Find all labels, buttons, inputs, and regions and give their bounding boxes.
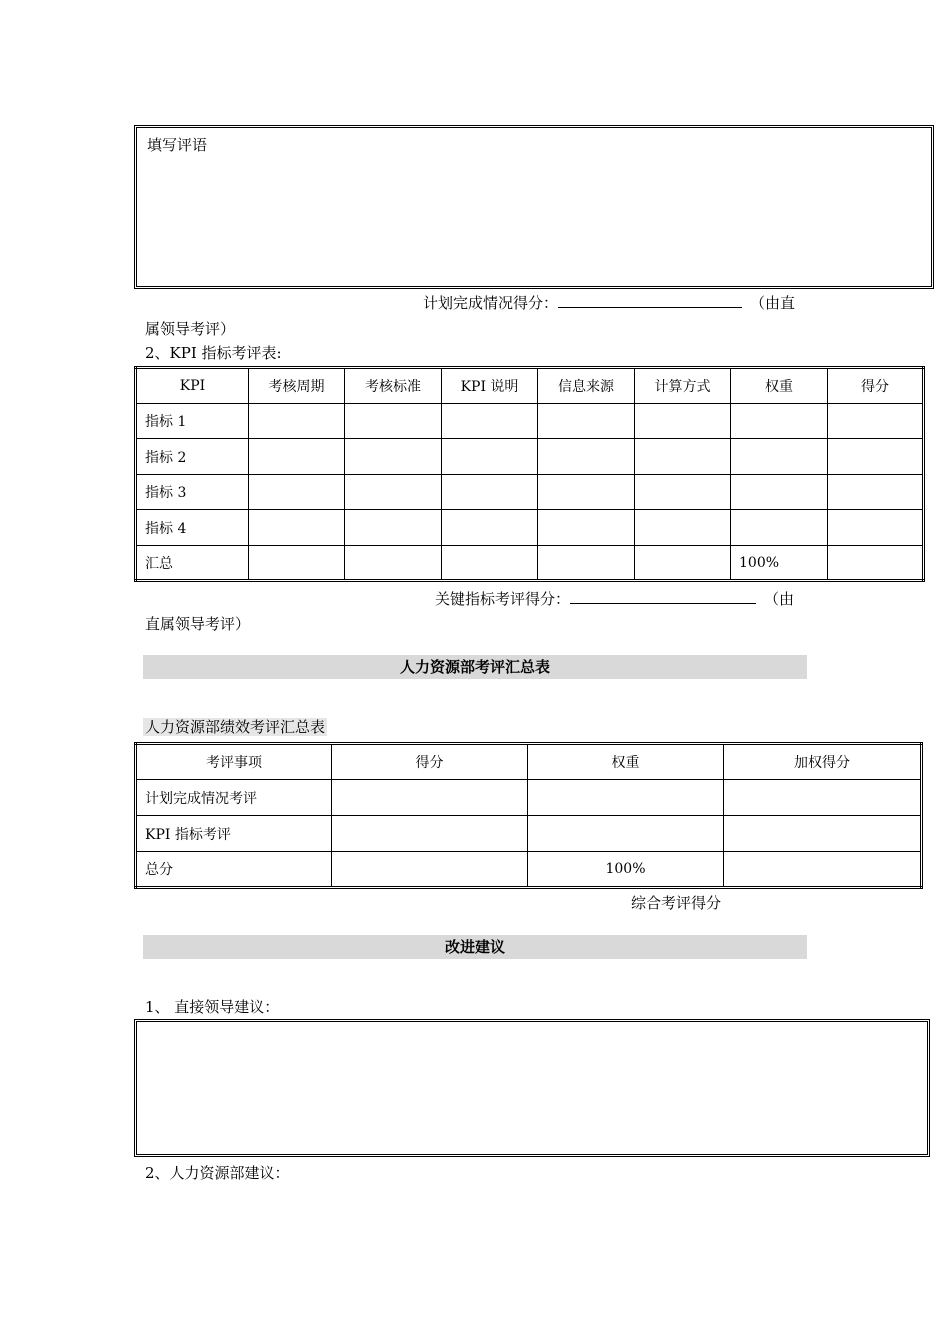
kpi-header-source: 信息来源 bbox=[538, 368, 635, 404]
summary-row-label: 总分 bbox=[136, 852, 332, 888]
table-cell[interactable] bbox=[345, 439, 442, 475]
table-cell[interactable] bbox=[249, 546, 345, 581]
table-cell[interactable] bbox=[828, 546, 924, 581]
kpi-header-standard: 考核标准 bbox=[345, 368, 442, 404]
table-cell[interactable] bbox=[538, 546, 635, 581]
plan-score-suffix: （由直 bbox=[750, 294, 796, 312]
kpi-score-field[interactable] bbox=[570, 589, 756, 604]
table-cell[interactable] bbox=[538, 439, 635, 475]
kpi-header-method: 计算方式 bbox=[635, 368, 731, 404]
kpi-total-weight: 100% bbox=[731, 546, 828, 581]
table-row bbox=[136, 780, 922, 816]
table-cell[interactable] bbox=[828, 439, 924, 475]
table-cell[interactable] bbox=[731, 404, 828, 439]
table-cell[interactable] bbox=[345, 404, 442, 439]
table-cell[interactable] bbox=[249, 404, 345, 439]
table-row bbox=[136, 404, 924, 439]
table-row bbox=[136, 816, 922, 852]
kpi-row-label: 指标 4 bbox=[136, 510, 249, 546]
summary-header-score: 得分 bbox=[332, 744, 528, 780]
table-row bbox=[136, 510, 924, 546]
leader-suggestion-box[interactable] bbox=[134, 1019, 930, 1157]
summary-header-weighted-score: 加权得分 bbox=[724, 744, 922, 780]
kpi-header-kpi: KPI bbox=[136, 368, 249, 404]
plan-score-continuation: 属领导考评） bbox=[145, 320, 236, 338]
kpi-score-suffix: （由 bbox=[764, 590, 795, 608]
summary-row-label: 计划完成情况考评 bbox=[136, 780, 332, 816]
summary-row-label: KPI 指标考评 bbox=[136, 816, 332, 852]
table-cell[interactable] bbox=[538, 475, 635, 510]
table-cell[interactable] bbox=[731, 439, 828, 475]
summary-table-header-row bbox=[136, 744, 922, 780]
table-cell[interactable] bbox=[731, 475, 828, 510]
kpi-table-header-row bbox=[136, 368, 924, 404]
table-cell[interactable] bbox=[538, 510, 635, 546]
table-cell[interactable] bbox=[442, 510, 538, 546]
leader-suggestion-label: 1、 直接领导建议： bbox=[145, 998, 280, 1016]
table-cell[interactable] bbox=[635, 475, 731, 510]
table-cell[interactable] bbox=[442, 404, 538, 439]
comment-box[interactable] bbox=[134, 125, 934, 289]
table-row bbox=[136, 852, 922, 888]
summary-total-weight: 100% bbox=[528, 852, 724, 888]
table-cell[interactable] bbox=[724, 780, 922, 816]
table-cell[interactable] bbox=[332, 780, 528, 816]
table-cell[interactable] bbox=[635, 439, 731, 475]
plan-score-label: 计划完成情况得分： bbox=[423, 294, 559, 312]
table-cell[interactable] bbox=[538, 404, 635, 439]
hr-summary-caption bbox=[143, 716, 327, 737]
kpi-row-label: 指标 3 bbox=[136, 475, 249, 510]
kpi-section-heading: 2、KPI 指标考评表: bbox=[145, 344, 282, 362]
kpi-row-label: 指标 2 bbox=[136, 439, 249, 475]
summary-header-item: 考评事项 bbox=[136, 744, 332, 780]
table-cell[interactable] bbox=[528, 816, 724, 852]
improvement-title-bar: 改进建议 bbox=[143, 935, 807, 959]
table-cell[interactable] bbox=[724, 852, 922, 888]
table-cell[interactable] bbox=[332, 816, 528, 852]
kpi-row-label: 汇总 bbox=[136, 546, 249, 581]
kpi-table bbox=[134, 366, 925, 582]
table-cell[interactable] bbox=[635, 510, 731, 546]
kpi-score-continuation: 直属领导考评） bbox=[145, 615, 251, 633]
summary-header-weight: 权重 bbox=[528, 744, 724, 780]
table-cell[interactable] bbox=[249, 475, 345, 510]
table-cell[interactable] bbox=[731, 510, 828, 546]
plan-score-field[interactable] bbox=[558, 293, 742, 308]
kpi-header-description: KPI 说明 bbox=[442, 368, 538, 404]
kpi-score-label: 关键指标考评得分： bbox=[435, 590, 571, 608]
hr-summary-title-bar: 人力资源部考评汇总表 bbox=[143, 655, 807, 679]
summary-table bbox=[134, 742, 923, 889]
kpi-header-weight: 权重 bbox=[731, 368, 828, 404]
table-cell[interactable] bbox=[249, 439, 345, 475]
table-cell[interactable] bbox=[635, 546, 731, 581]
kpi-header-score: 得分 bbox=[828, 368, 924, 404]
plan-score-line bbox=[423, 292, 795, 313]
hr-suggestion-label: 2、人力资源部建议： bbox=[145, 1164, 290, 1182]
kpi-score-line bbox=[435, 588, 794, 609]
table-row bbox=[136, 439, 924, 475]
table-cell[interactable] bbox=[345, 546, 442, 581]
table-cell[interactable] bbox=[442, 475, 538, 510]
table-cell[interactable] bbox=[528, 780, 724, 816]
table-cell[interactable] bbox=[828, 510, 924, 546]
table-cell[interactable] bbox=[332, 852, 528, 888]
kpi-row-label: 指标 1 bbox=[136, 404, 249, 439]
table-row bbox=[136, 546, 924, 581]
overall-score-label: 综合考评得分 bbox=[631, 894, 722, 912]
table-cell[interactable] bbox=[828, 404, 924, 439]
table-cell[interactable] bbox=[345, 475, 442, 510]
comment-box-label: 填写评语 bbox=[147, 136, 208, 154]
table-row bbox=[136, 475, 924, 510]
table-cell[interactable] bbox=[442, 439, 538, 475]
hr-summary-caption-text: 人力资源部绩效考评汇总表 bbox=[145, 718, 326, 736]
table-cell[interactable] bbox=[345, 510, 442, 546]
table-cell[interactable] bbox=[828, 475, 924, 510]
table-cell[interactable] bbox=[724, 816, 922, 852]
table-cell[interactable] bbox=[249, 510, 345, 546]
table-cell[interactable] bbox=[442, 546, 538, 581]
table-cell[interactable] bbox=[635, 404, 731, 439]
kpi-header-period: 考核周期 bbox=[249, 368, 345, 404]
